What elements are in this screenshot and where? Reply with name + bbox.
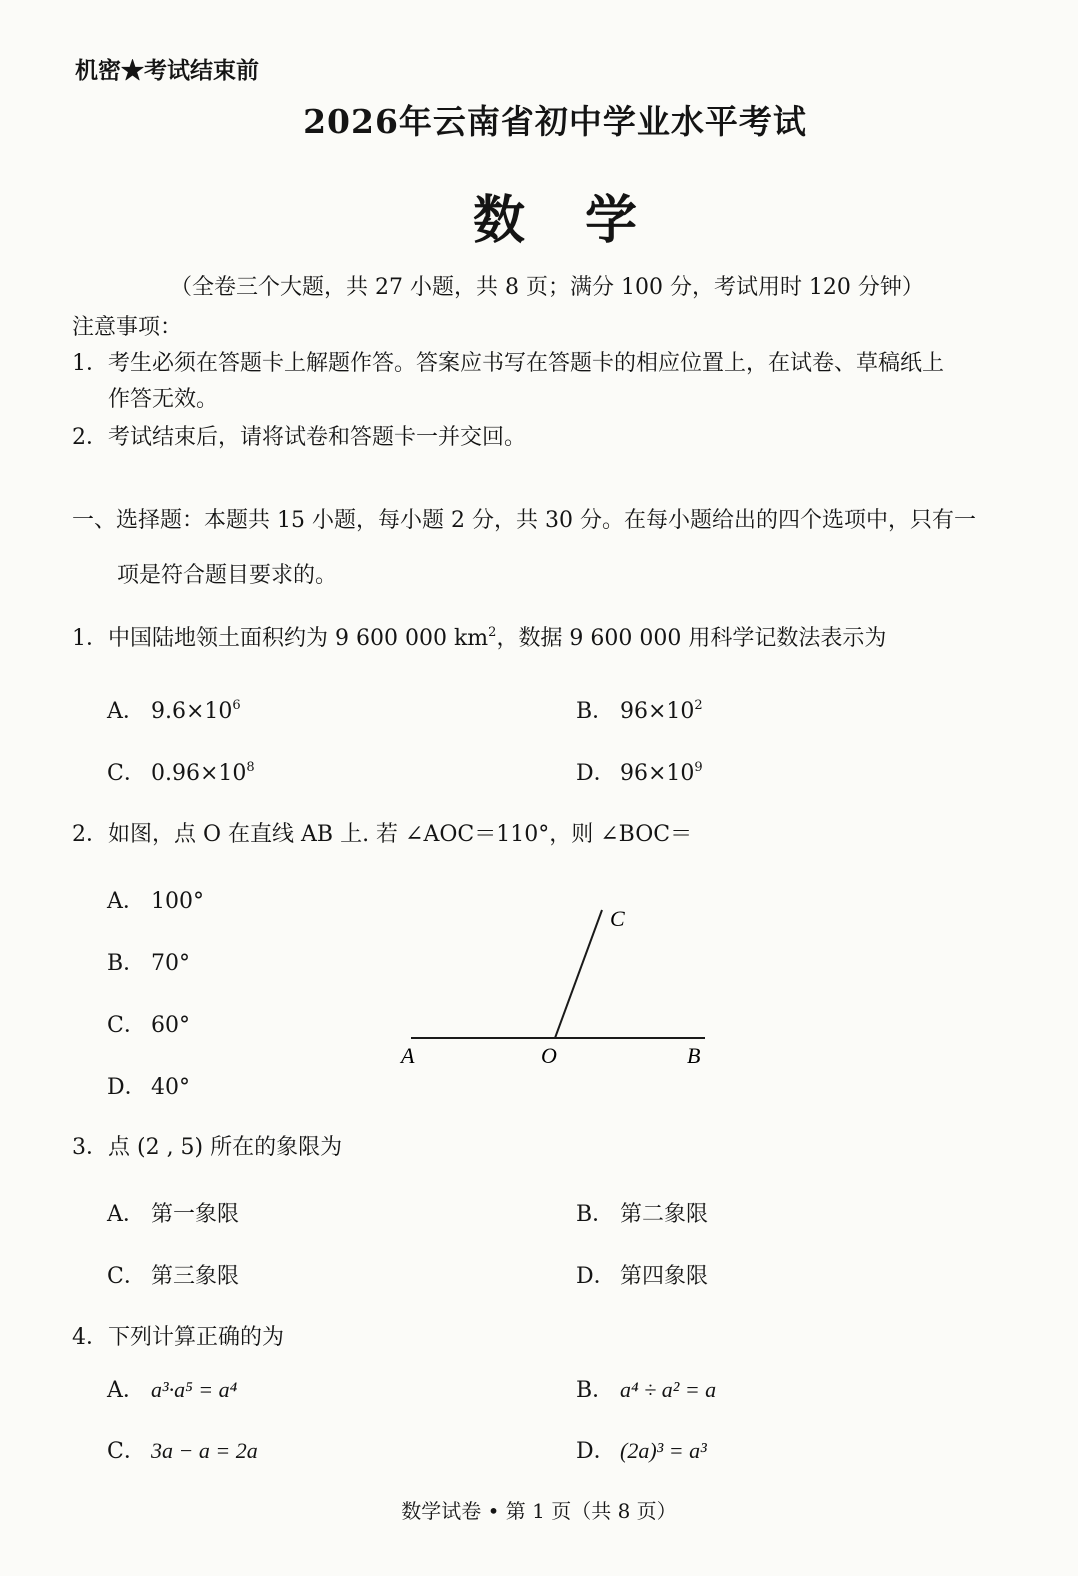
superscript: 9 bbox=[694, 760, 703, 775]
question-text: 下列计算正确的为 bbox=[108, 1325, 285, 1350]
option-2d[interactable] bbox=[107, 1070, 190, 1101]
question-text: 如图，点 O 在直线 AB 上. 若 ∠AOC＝110°，则 ∠BOC＝ bbox=[108, 822, 693, 847]
option-3b[interactable] bbox=[576, 1197, 708, 1228]
confidential-label: 机密★考试结束前 bbox=[75, 57, 259, 84]
option-4b[interactable] bbox=[576, 1373, 716, 1404]
option-value: 70° bbox=[151, 951, 190, 976]
question-text: 中国陆地领土面积约为 9 600 000 km bbox=[108, 626, 489, 651]
option-value: 96×10 bbox=[620, 761, 695, 786]
point-b-label: B bbox=[687, 1043, 701, 1068]
option-value: 100° bbox=[151, 889, 204, 914]
question-text: 点 (2 , 5) 所在的象限为 bbox=[108, 1135, 343, 1160]
point-o-label: O bbox=[541, 1043, 557, 1068]
option-1c[interactable] bbox=[107, 756, 255, 787]
exam-info: （全卷三个大题，共 27 小题，共 8 页；满分 100 分，考试用时 120 分钟） bbox=[170, 275, 924, 300]
option-label: B． bbox=[576, 699, 615, 724]
point-a-label: A bbox=[401, 1043, 415, 1068]
ray-oc bbox=[555, 910, 602, 1038]
superscript: 8 bbox=[246, 760, 255, 775]
option-3a[interactable] bbox=[107, 1197, 239, 1228]
angle-figure bbox=[395, 900, 725, 1080]
question-1 bbox=[72, 621, 886, 652]
section-1-heading-cont: 项是符合题目要求的。 bbox=[117, 563, 338, 588]
option-label: D． bbox=[107, 1075, 147, 1100]
question-text: ，数据 9 600 000 用科学记数法表示为 bbox=[496, 626, 887, 651]
option-2b[interactable] bbox=[107, 946, 190, 977]
option-label: B． bbox=[107, 951, 146, 976]
note-text: 考试结束后，请将试卷和答题卡一并交回。 bbox=[108, 425, 527, 450]
option-value: 第四象限 bbox=[620, 1264, 709, 1289]
option-label: A． bbox=[107, 699, 145, 724]
point-c-label: C bbox=[610, 906, 625, 931]
option-label: A． bbox=[107, 1378, 145, 1403]
option-4d[interactable] bbox=[576, 1434, 707, 1465]
option-value: (2a)³ = a³ bbox=[620, 1438, 707, 1463]
option-1a[interactable] bbox=[107, 694, 241, 725]
option-3d[interactable] bbox=[576, 1259, 708, 1290]
option-value: 9.6×10 bbox=[151, 699, 233, 724]
option-value: 第三象限 bbox=[151, 1264, 240, 1289]
option-label: D． bbox=[576, 761, 616, 786]
option-1d[interactable] bbox=[576, 756, 703, 787]
option-label: D． bbox=[576, 1264, 616, 1289]
option-value: a⁴ ÷ a² = a bbox=[620, 1377, 717, 1402]
exam-title: 2026年云南省初中学业水平考试 bbox=[303, 102, 807, 141]
note-number: 1． bbox=[72, 351, 108, 376]
note-number: 2． bbox=[72, 425, 108, 450]
option-label: D． bbox=[576, 1439, 616, 1464]
superscript: 6 bbox=[232, 698, 241, 713]
question-number: 2． bbox=[72, 822, 108, 847]
note-item-2 bbox=[72, 420, 526, 451]
option-2a[interactable] bbox=[107, 884, 204, 915]
option-4a[interactable] bbox=[107, 1373, 237, 1404]
note-text: 考生必须在答题卡上解题作答。答案应书写在答题卡的相应位置上，在试卷、草稿纸上 bbox=[108, 351, 945, 376]
option-label: B． bbox=[576, 1378, 615, 1403]
superscript: 2 bbox=[694, 698, 703, 713]
note-item-1-cont: 作答无效。 bbox=[108, 387, 219, 412]
option-label: C． bbox=[107, 1264, 146, 1289]
option-4c[interactable] bbox=[107, 1434, 258, 1465]
option-value: 第二象限 bbox=[620, 1202, 709, 1227]
option-value: 0.96×10 bbox=[151, 761, 247, 786]
superscript: 2 bbox=[488, 625, 497, 640]
section-1-heading: 一、选择题：本题共 15 小题，每小题 2 分，共 30 分。在每小题给出的四个选项中，只有一 bbox=[72, 508, 976, 533]
option-1b[interactable] bbox=[576, 694, 703, 725]
option-label: C． bbox=[107, 1439, 146, 1464]
question-4 bbox=[72, 1320, 284, 1351]
note-item-1 bbox=[72, 346, 944, 377]
page-footer: 数学试卷 • 第 1 页（共 8 页） bbox=[401, 1499, 677, 1523]
option-3c[interactable] bbox=[107, 1259, 239, 1290]
option-label: C． bbox=[107, 761, 146, 786]
notes-heading: 注意事项： bbox=[72, 315, 183, 340]
option-value: 第一象限 bbox=[151, 1202, 240, 1227]
option-value: 96×10 bbox=[620, 699, 695, 724]
subject-title: 数学 bbox=[472, 190, 697, 251]
option-2c[interactable] bbox=[107, 1008, 190, 1039]
question-2 bbox=[72, 817, 692, 848]
option-label: B． bbox=[576, 1202, 615, 1227]
question-number: 3． bbox=[72, 1135, 108, 1160]
option-value: a³·a⁵ = a⁴ bbox=[151, 1377, 238, 1402]
option-label: A． bbox=[107, 1202, 145, 1227]
option-value: 3a − a = 2a bbox=[151, 1438, 258, 1463]
question-number: 1． bbox=[72, 626, 108, 651]
question-number: 4． bbox=[72, 1325, 108, 1350]
option-value: 60° bbox=[151, 1013, 190, 1038]
question-3 bbox=[72, 1130, 342, 1161]
option-label: C． bbox=[107, 1013, 146, 1038]
option-label: A． bbox=[107, 889, 145, 914]
option-value: 40° bbox=[151, 1075, 190, 1100]
